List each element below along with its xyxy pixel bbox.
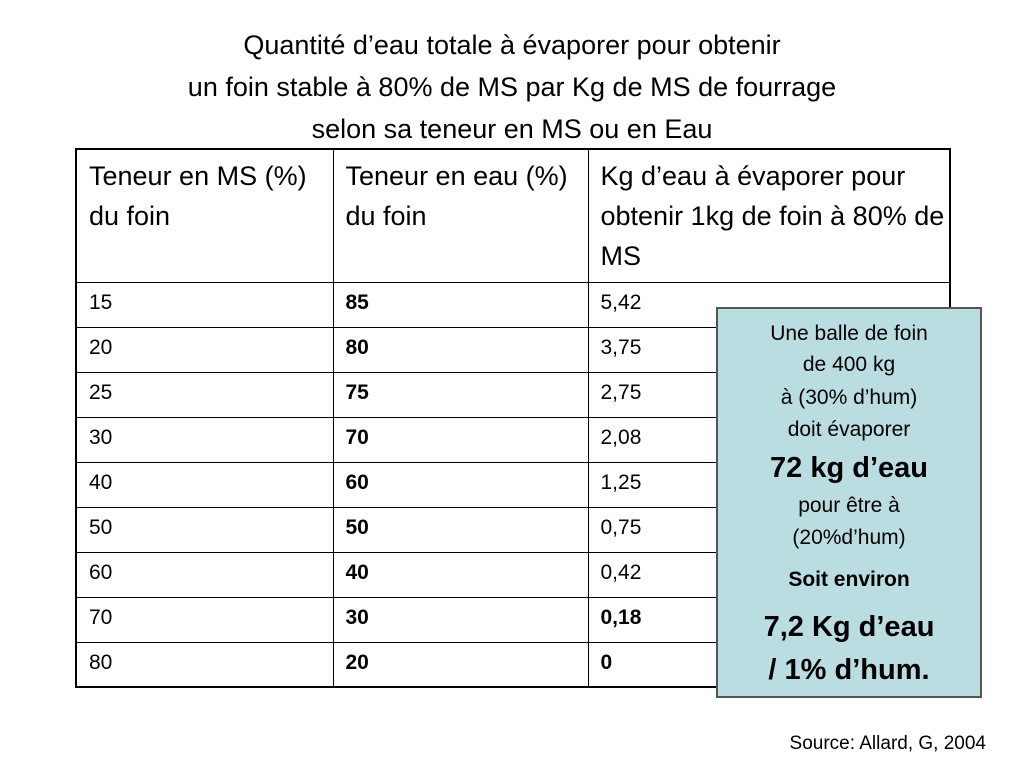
- cell-ms: 20: [76, 327, 333, 372]
- source-citation: Source: Allard, G, 2004: [789, 733, 986, 754]
- callout-line: de 400 kg: [802, 353, 896, 376]
- cell-ms: 15: [76, 282, 333, 327]
- cell-eau: 30: [333, 597, 588, 642]
- callout-line: à (30% d’hum): [780, 386, 918, 409]
- callout-highlight-per-hum: / 1% d’hum.: [768, 654, 930, 686]
- cell-eau: 40: [333, 552, 588, 597]
- cell-kg-eau: 2,75: [588, 372, 950, 417]
- cell-kg-eau: 3,75: [588, 327, 950, 372]
- callout-line: pour être à: [798, 494, 900, 517]
- callout-line: (20%d’hum): [792, 526, 906, 549]
- cell-ms: 80: [76, 642, 333, 687]
- callout-line: doit évaporer: [787, 418, 911, 441]
- header-kg-eau: Kg d’eau à évaporer pour obtenir 1kg de foin à 80% de MS: [588, 149, 950, 282]
- callout-highlight-7-2kg: 7,2 Kg d’eau: [763, 611, 935, 643]
- cell-eau: 20: [333, 642, 588, 687]
- cell-kg-eau: 2,08: [588, 417, 950, 462]
- cell-eau: 60: [333, 462, 588, 507]
- summary-callout-box: [716, 307, 982, 698]
- slide-title: [0, 24, 1024, 150]
- cell-ms: 25: [76, 372, 333, 417]
- cell-ms: 30: [76, 417, 333, 462]
- cell-kg-eau: 0,42: [588, 552, 950, 597]
- header-ms: Teneur en MS (%) du foin: [76, 149, 333, 282]
- header-eau: Teneur en eau (%) du foin: [333, 149, 588, 282]
- cell-eau: 75: [333, 372, 588, 417]
- cell-kg-eau: 0,75: [588, 507, 950, 552]
- cell-kg-eau: 0,18: [588, 597, 950, 642]
- cell-kg-eau: 5,42: [588, 282, 950, 327]
- callout-line: Une balle de foin: [770, 322, 928, 345]
- cell-eau: 70: [333, 417, 588, 462]
- cell-eau: 80: [333, 327, 588, 372]
- cell-ms: 60: [76, 552, 333, 597]
- title-line-1: Quantité d’eau totale à évaporer pour obtenir: [243, 30, 781, 60]
- callout-soit-environ: Soit environ: [788, 568, 910, 591]
- cell-kg-eau: 0: [588, 642, 950, 687]
- callout-highlight-72kg: 72 kg d’eau: [770, 452, 928, 484]
- cell-ms: 70: [76, 597, 333, 642]
- cell-kg-eau: 1,25: [588, 462, 950, 507]
- title-line-2: un foin stable à 80% de MS par Kg de MS de fourrage: [187, 72, 837, 102]
- table-header-row: [76, 149, 950, 282]
- cell-eau: 85: [333, 282, 588, 327]
- cell-ms: 50: [76, 507, 333, 552]
- cell-ms: 40: [76, 462, 333, 507]
- title-line-3: selon sa teneur en MS ou en Eau: [311, 114, 713, 144]
- cell-eau: 50: [333, 507, 588, 552]
